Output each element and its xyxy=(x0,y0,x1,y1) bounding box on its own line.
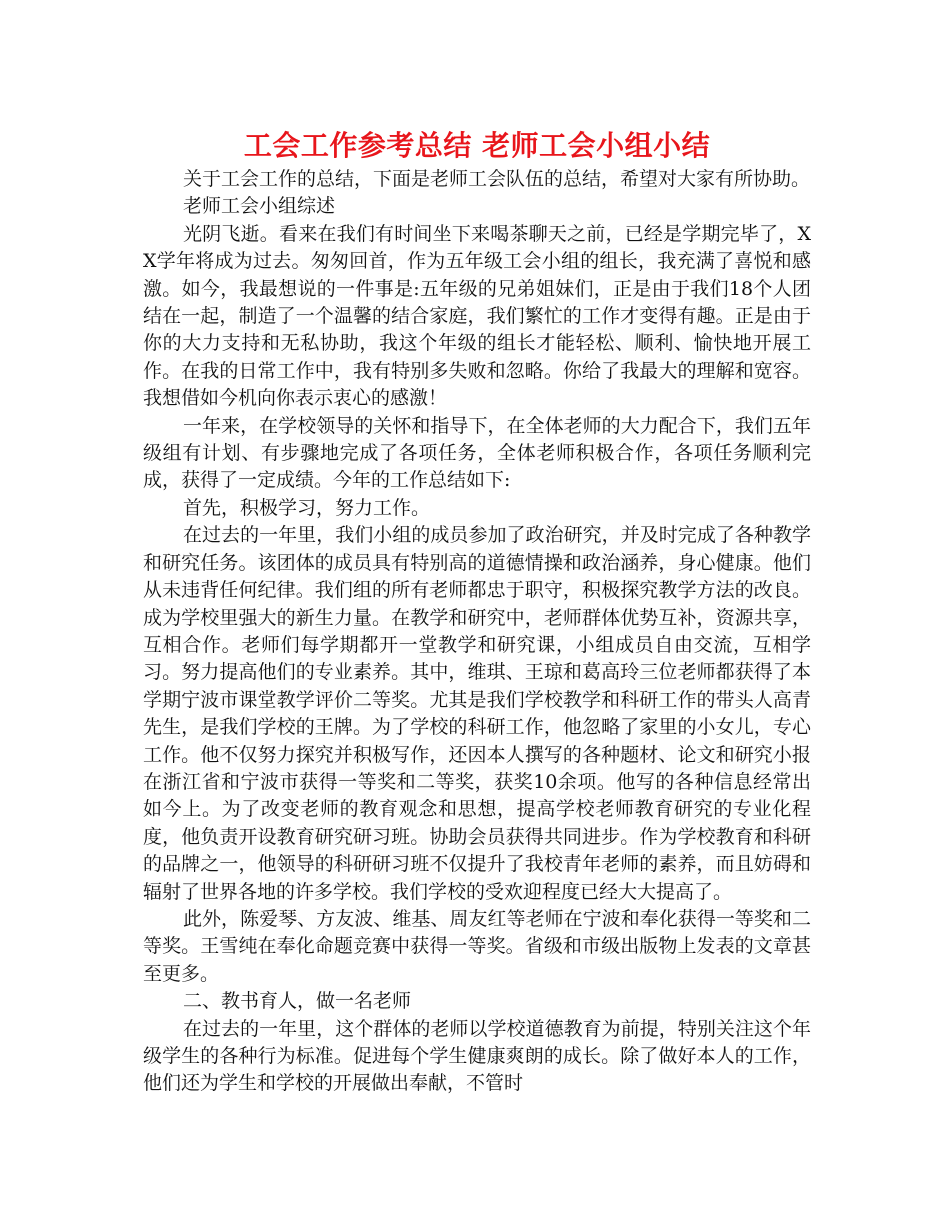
document-page xyxy=(143,126,811,1098)
paragraph-study-work: 在过去的一年里，我们小组的成员参加了政治研究，并及时完成了各种教学和研究任务。该团体的成员具有特别高的道德情操和政治涵养，身心健康。他们从未违背任何纪律。我们组的所有老师都忠于职守，积极探究教学方法的改良。成为学校里强大的新生力量。在教学和研究中，老师群体优势互补，资源共享，互相合作。老师们每学期都开一堂教学和研究课，小组成员自由交流，互相学习。努力提高他们的专业素养。其中，维琪、王琼和葛高玲三位老师都获得了本学期宁波市课堂教学评价二等奖。尤其是我们学校教学和科研工作的带头人高青先生，是我们学校的王牌。为了学校的科研工作，他忽略了家里的小女儿，专心工作。他不仅努力探究并积极写作，还因本人撰写的各种题材、论文和研究小报在浙江省和宁波市获得一等奖和二等奖，获奖10余项。他写的各种信息经常出如今上。为了改变老师的教育观念和思想，提高学校老师教育研究的专业化程度，他负责开设教育研究研习班。协助会员获得共同进步。作为学校教育和科研的品牌之一，他领导的科研研习班不仅提升了我校青年老师的素养，而且妨碍和辐射了世界各地的许多学校。我们学校的受欢迎程度已经大大提高了。 xyxy=(143,524,811,903)
section-heading-first: 首先，积极学习，努力工作。 xyxy=(183,496,431,519)
paragraph-year-review: 一年来，在学校领导的关怀和指导下，在全体老师的大力配合下，我们五年级组有计划、有步骤地完成了各项任务，全体老师积极合作，各项任务顺利完成，获得了一定成绩。今年的工作总结如下: xyxy=(143,414,811,492)
paragraph-time-flies: 光阴飞逝。看来在我们有时间坐下来喝茶聊天之前，已经是学期完毕了，XX学年将成为过去。匆匆回首，作为五年级工会小组的组长，我充满了喜悦和感激。如今，我最想说的一件事是:五年级的兄弟姐妹们，正是由于我们18个人团结在一起，制造了一个温馨的结合家庭，我们繁忙的工作才变得有趣。正是由于你的大力支持和无私协助，我这个年级的组长才能轻松、顺利、愉快地开展工作。在我的日常工作中，我有特别多失败和忽略。你给了我最大的理解和宽容。我想借如今机向你表示衷心的感激！ xyxy=(143,222,811,410)
section-heading-second: 二、教书育人，做一名老师 xyxy=(183,990,412,1013)
paragraph-moral-education: 在过去的一年里，这个群体的老师以学校道德教育为前提，特别关注这个年级学生的各种行为标准。促进每个学生健康爽朗的成长。除了做好本人的工作，他们还为学生和学校的开展做出奉献，不管时 xyxy=(143,1017,811,1095)
paragraph-intro: 关于工会工作的总结，下面是老师工会队伍的总结，希望对大家有所协助。 xyxy=(183,168,811,190)
section-heading-overview: 老师工会小组综述 xyxy=(183,195,336,218)
paragraph-awards: 此外，陈爱琴、方友波、维基、周友红等老师在宁波和奉化获得一等奖和二等奖。王雪纯在奉化命题竞赛中获得一等奖。省级和市级出版物上发表的文章甚至更多。 xyxy=(143,907,811,985)
document-title: 工会工作参考总结 老师工会小组小结 xyxy=(243,129,711,162)
